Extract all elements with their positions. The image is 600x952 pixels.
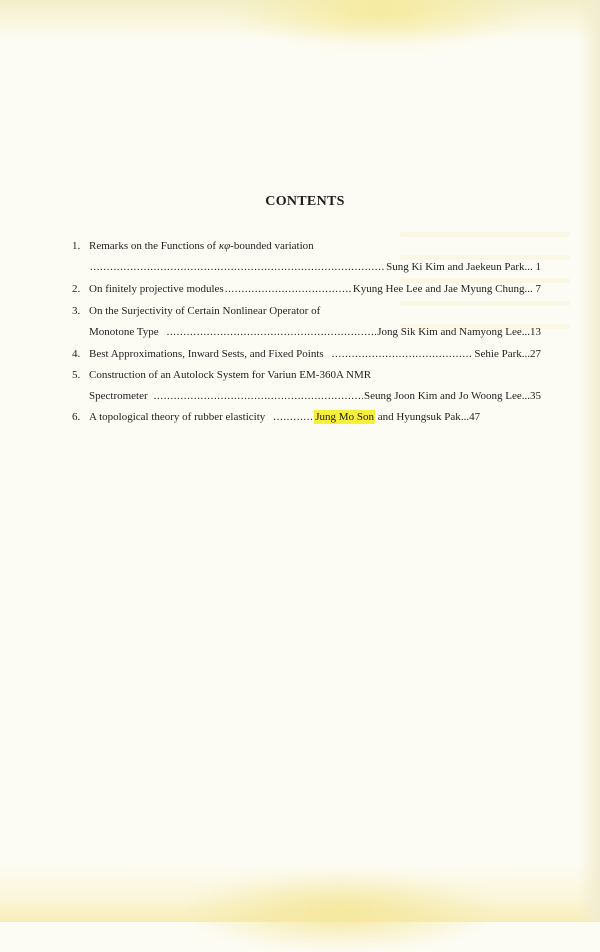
scan-stain-top (230, 0, 530, 50)
entry-page: ... 1 (524, 261, 541, 273)
entry-number: 4. (72, 348, 81, 360)
entry-page: ... 7 (524, 283, 541, 295)
leader-dots (167, 325, 377, 339)
leader-dots (273, 410, 313, 424)
entry-page: ...13 (521, 326, 541, 338)
leader-dots (90, 260, 385, 274)
entry-title: On finitely projective modules (89, 283, 224, 295)
entry-page: ...27 (521, 348, 541, 360)
entry-title: Remarks on the Functions of κφ-bounded variation (89, 240, 314, 252)
entry-authors: Sehie Park (474, 348, 522, 360)
scan-shadow-right (578, 0, 600, 922)
entry-title: Construction of an Autolock System for Variun EM-360A NMR (89, 369, 372, 381)
entry-title-continued: Monotone Type (89, 326, 159, 338)
entry-title: Best Approximations, Inward Sests, and Fixed Points (89, 348, 324, 360)
scan-stain-bottom (180, 872, 500, 952)
highlighted-author: Jung Mo Son (315, 411, 374, 423)
entry-title: On the Surjectivity of Certain Nonlinear Operator of (89, 305, 321, 317)
contents-heading: CONTENTS (265, 194, 345, 209)
entry-page: ...35 (521, 390, 541, 402)
entry-number: 3. (72, 305, 81, 317)
leader-dots (332, 347, 474, 361)
entry-authors: and Hyungsuk Pak (374, 411, 461, 423)
leader-dots (225, 282, 352, 296)
leader-dots (154, 389, 363, 403)
entry-title-continued: Spectrometer (89, 390, 148, 402)
entry-number: 5. (72, 369, 81, 381)
entry-authors: Kyung Hee Lee and Jae Myung Chung (352, 283, 525, 295)
entry-number: 6. (72, 411, 81, 423)
entry-number: 2. (72, 283, 81, 295)
entry-authors: Seung Joon Kim and Jo Woong Lee (363, 390, 522, 402)
entry-page: ...47 (460, 411, 481, 423)
entry-number: 1. (72, 240, 81, 252)
entry-title: A topological theory of rubber elasticity (89, 411, 266, 423)
entry-authors: Sung Ki Kim and Jaekeun Park (386, 261, 525, 273)
entry-authors: Jong Sik Kim and Namyong Lee (377, 326, 522, 338)
